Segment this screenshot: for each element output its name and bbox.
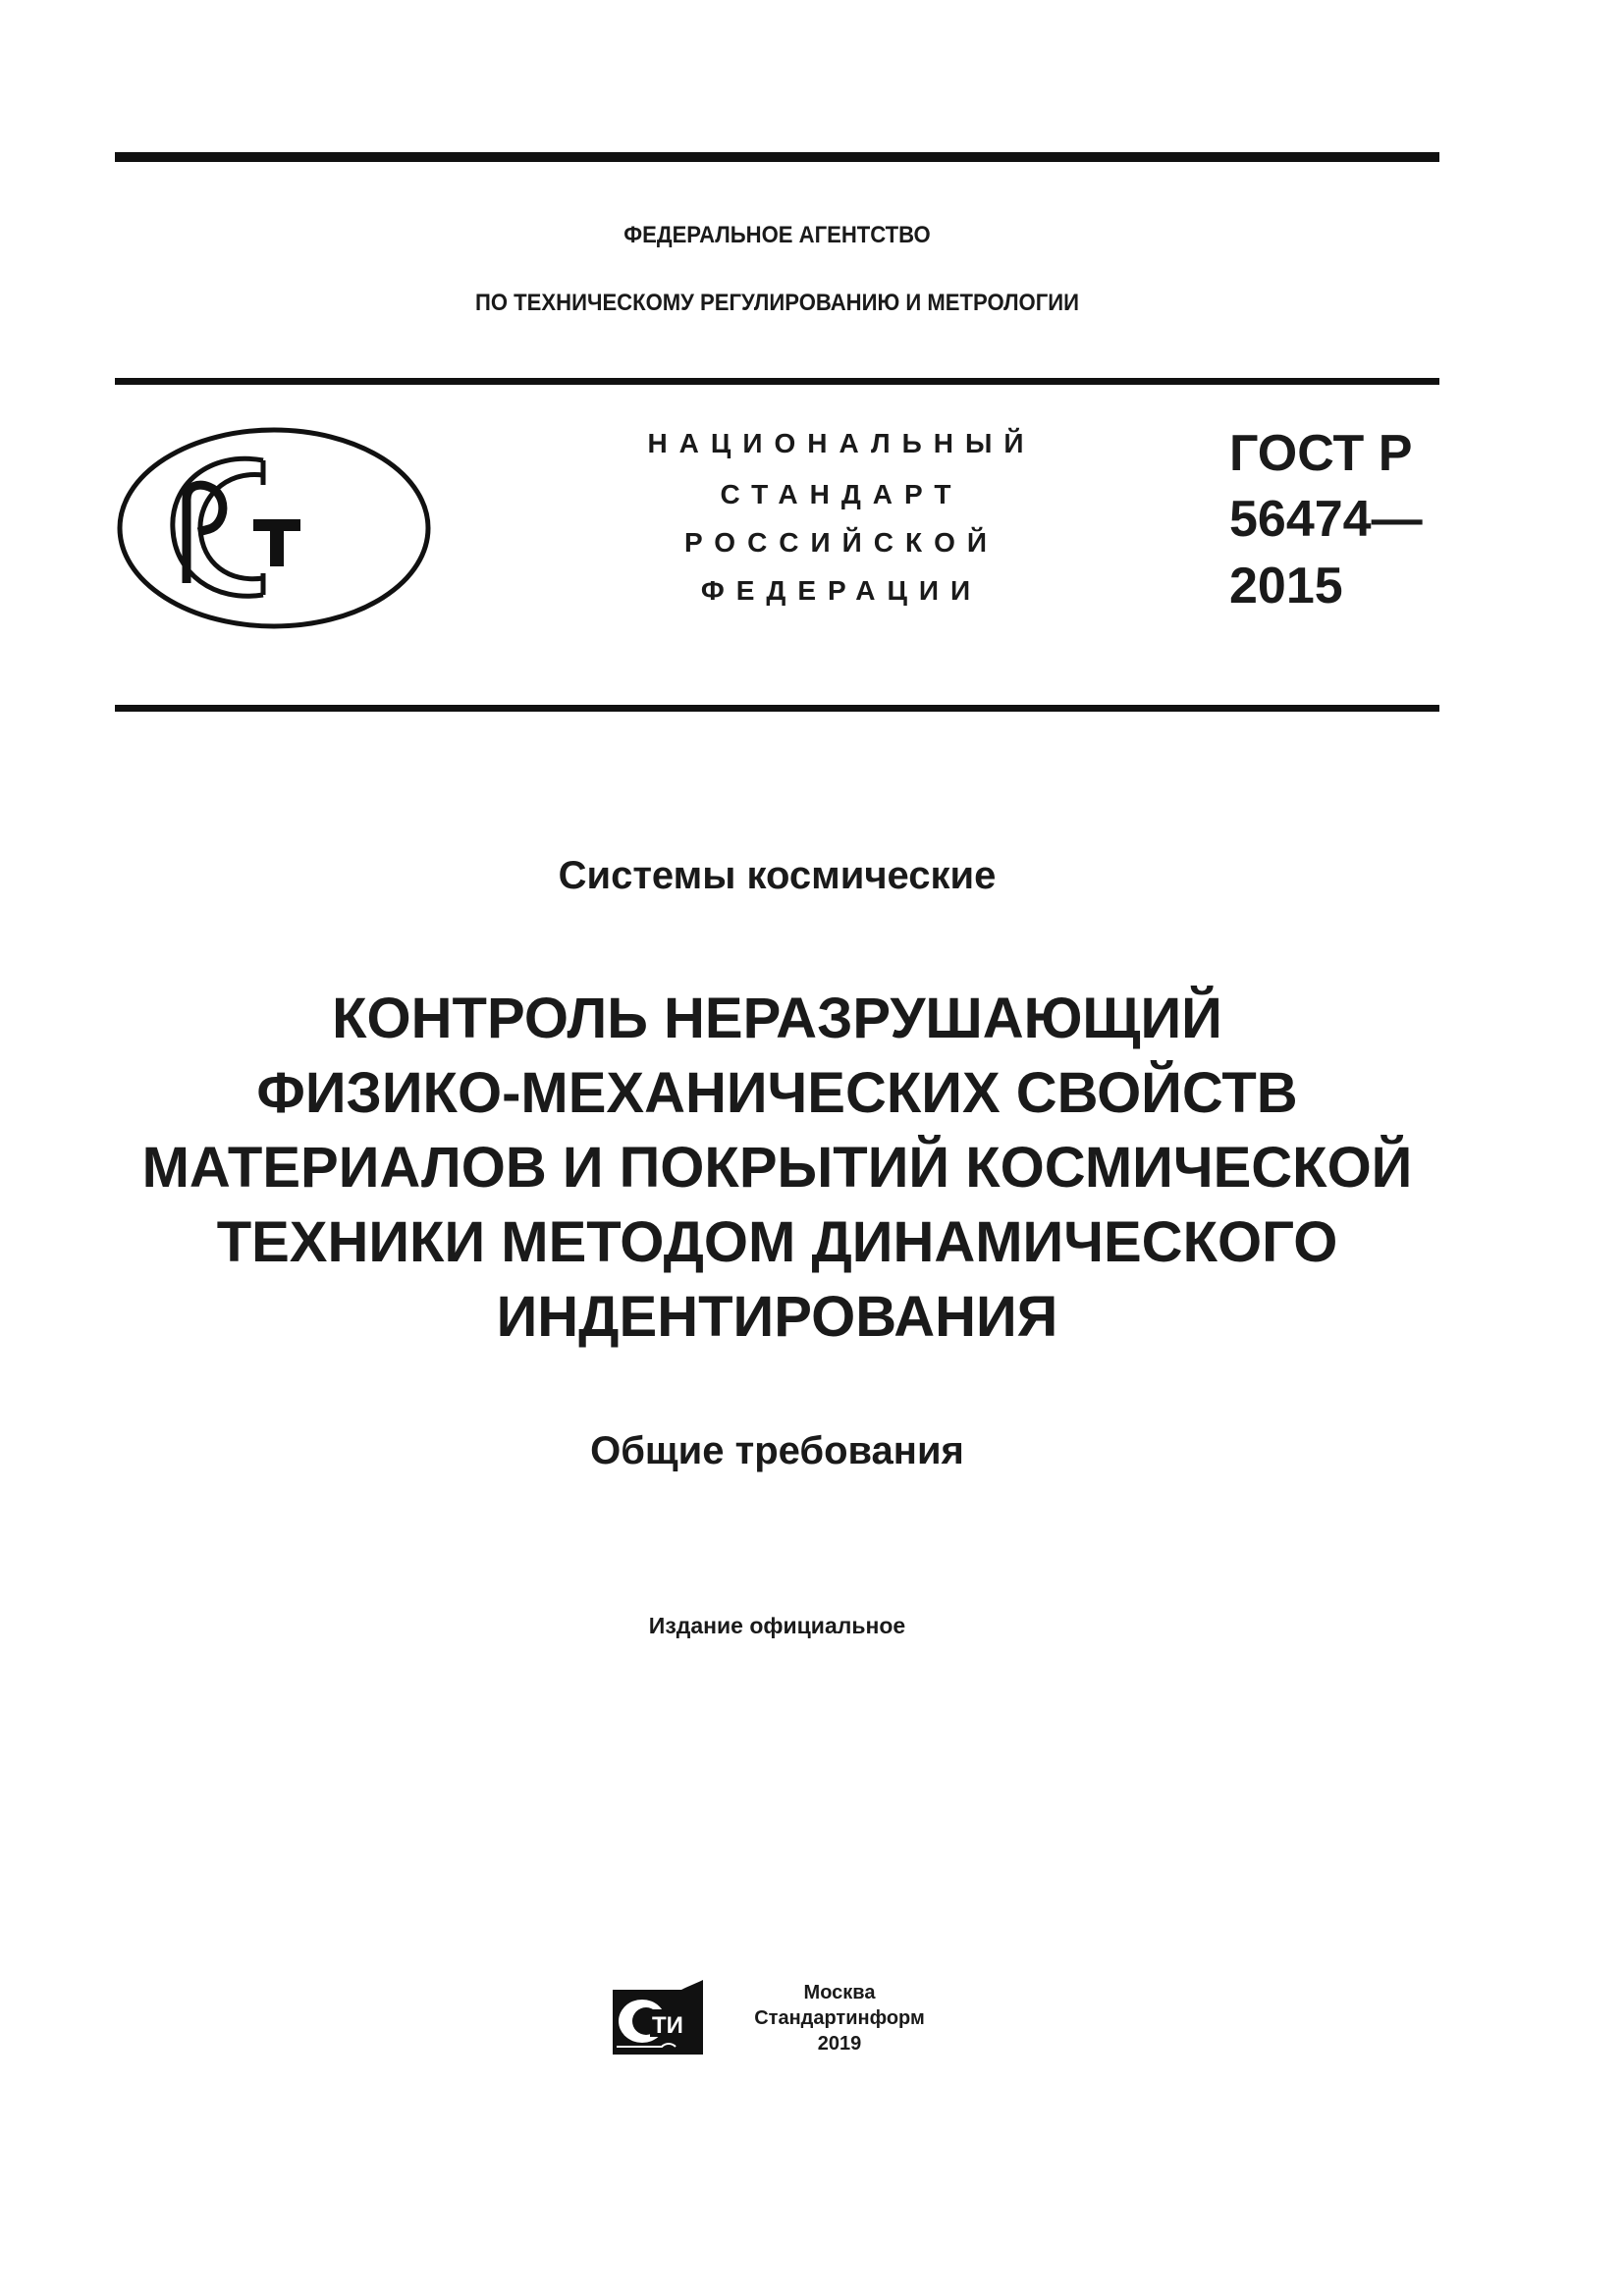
national-line: НАЦИОНАЛЬНЫЙ	[647, 428, 1036, 458]
header-rule	[115, 378, 1439, 385]
document-title	[115, 982, 1439, 1355]
national-line: ФЕДЕРАЦИИ	[700, 575, 983, 606]
publisher-info	[746, 1980, 933, 2056]
agency-line-1: ФЕДЕРАЛЬНОЕ АГЕНТСТВО	[623, 222, 931, 248]
standartinform-logo-icon	[613, 1980, 703, 2055]
agency-line-2: ПО ТЕХНИЧЕСКОМУ РЕГУЛИРОВАНИЮ И МЕТРОЛОГИИ	[475, 290, 1079, 316]
gost-designation-line: ГОСТ Р	[1229, 425, 1413, 482]
standard-block-rule	[115, 705, 1439, 712]
gost-year-line: 2015	[1229, 558, 1343, 614]
publisher-city: Москва	[803, 1982, 876, 2003]
national-line: СТАНДАРТ	[720, 479, 963, 509]
rst-logo-icon	[116, 426, 432, 630]
svg-text:ТИ: ТИ	[652, 2012, 683, 2039]
title-line: ИНДЕНТИРОВАНИЯ	[496, 1285, 1058, 1349]
top-rule	[115, 152, 1439, 162]
national-line: РОССИЙСКОЙ	[684, 527, 999, 558]
document-subtitle: Общие требования	[590, 1429, 964, 1472]
publisher-year: 2019	[817, 2033, 862, 2055]
edition-note: Издание официальное	[648, 1613, 906, 1638]
title-line: ТЕХНИКИ МЕТОДОМ ДИНАМИЧЕСКОГО	[216, 1210, 1338, 1274]
title-line: КОНТРОЛЬ НЕРАЗРУШАЮЩИЙ	[332, 987, 1222, 1050]
title-line: ФИЗИКО-МЕХАНИЧЕСКИХ СВОЙСТВ	[256, 1061, 1298, 1125]
series-title: Системы космические	[558, 854, 997, 897]
title-line: МАТЕРИАЛОВ И ПОКРЫТИЙ КОСМИЧЕСКОЙ	[141, 1136, 1413, 1200]
gost-number-line: 56474—	[1229, 491, 1423, 548]
publisher-name: Стандартинформ	[754, 2007, 925, 2029]
